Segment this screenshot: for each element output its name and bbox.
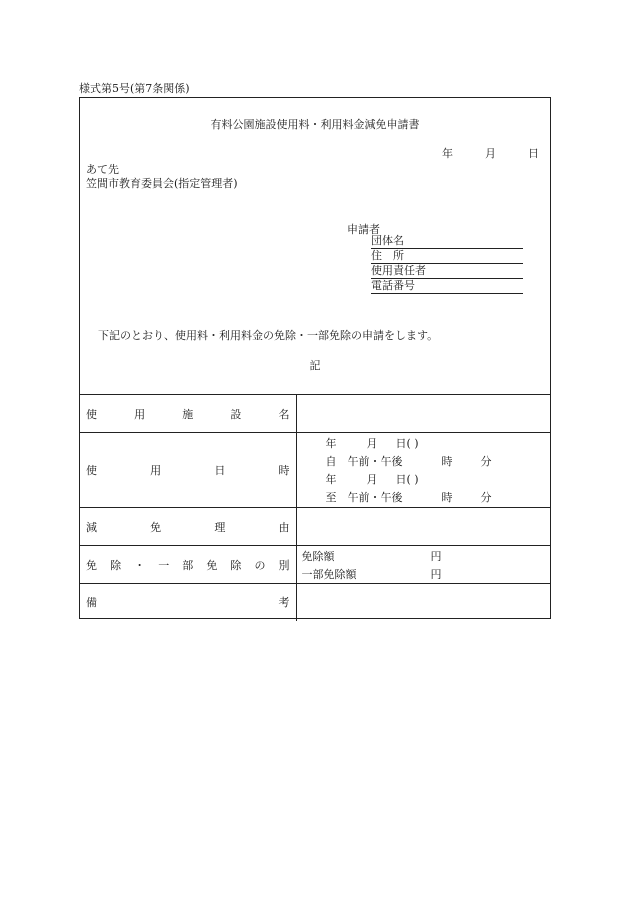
- body-text: 下記のとおり、使用料・利用料金の免除・一部免除の申請をします。: [98, 329, 439, 342]
- usage-datetime-value[interactable]: 年 月 日( ) 自 午前・午後 時 分 年 月 日( ) 至 午前・午後 時 分: [296, 433, 550, 508]
- table-row: [80, 546, 550, 584]
- usage-datetime-label: 使 用 日 時: [80, 433, 296, 508]
- addressee-name: 笠間市教育委員会(指定管理者): [86, 177, 238, 190]
- address-field[interactable]: 住 所: [371, 249, 523, 264]
- exempt-amount-label: 免除額: [301, 549, 335, 563]
- partial-amount-yen: 円: [430, 567, 442, 581]
- facility-name-label: 使 用 施 設 名: [80, 395, 296, 433]
- detail-table: [80, 394, 550, 621]
- table-row: [80, 433, 550, 508]
- application-form: [79, 97, 551, 619]
- exemption-reason-label: 減 免 理 由: [80, 508, 296, 546]
- date-month: 月: [485, 147, 496, 160]
- group-name-field[interactable]: 団体名: [371, 234, 523, 249]
- table-row: [80, 395, 550, 433]
- form-title: 有料公園施設使用料・利用料金減免申請書: [210, 118, 420, 131]
- responsible-person-field[interactable]: 使用責任者: [371, 264, 523, 279]
- exemption-reason-value[interactable]: [296, 508, 550, 546]
- date-day: 日: [528, 147, 539, 160]
- table-row: [80, 584, 550, 621]
- facility-name-value[interactable]: [296, 395, 550, 433]
- remarks-label: 備 考: [80, 584, 296, 621]
- ki-heading: 記: [309, 359, 321, 372]
- phone-number-field[interactable]: 電話番号: [371, 279, 523, 294]
- addressee-label: あて先: [86, 163, 119, 176]
- exemption-type-value[interactable]: [296, 546, 550, 584]
- table-row: [80, 508, 550, 546]
- remarks-value[interactable]: [296, 584, 550, 621]
- exempt-amount-yen: 円: [430, 549, 442, 563]
- applicant-label: 申請者: [347, 223, 380, 236]
- partial-amount-label: 一部免除額: [301, 567, 357, 581]
- date-year: 年: [442, 147, 453, 160]
- form-code: 様式第5号(第7条関係): [79, 82, 190, 95]
- exemption-type-label: 免 除 ・ 一 部 免 除 の 別: [80, 546, 296, 584]
- date-line: [442, 145, 539, 161]
